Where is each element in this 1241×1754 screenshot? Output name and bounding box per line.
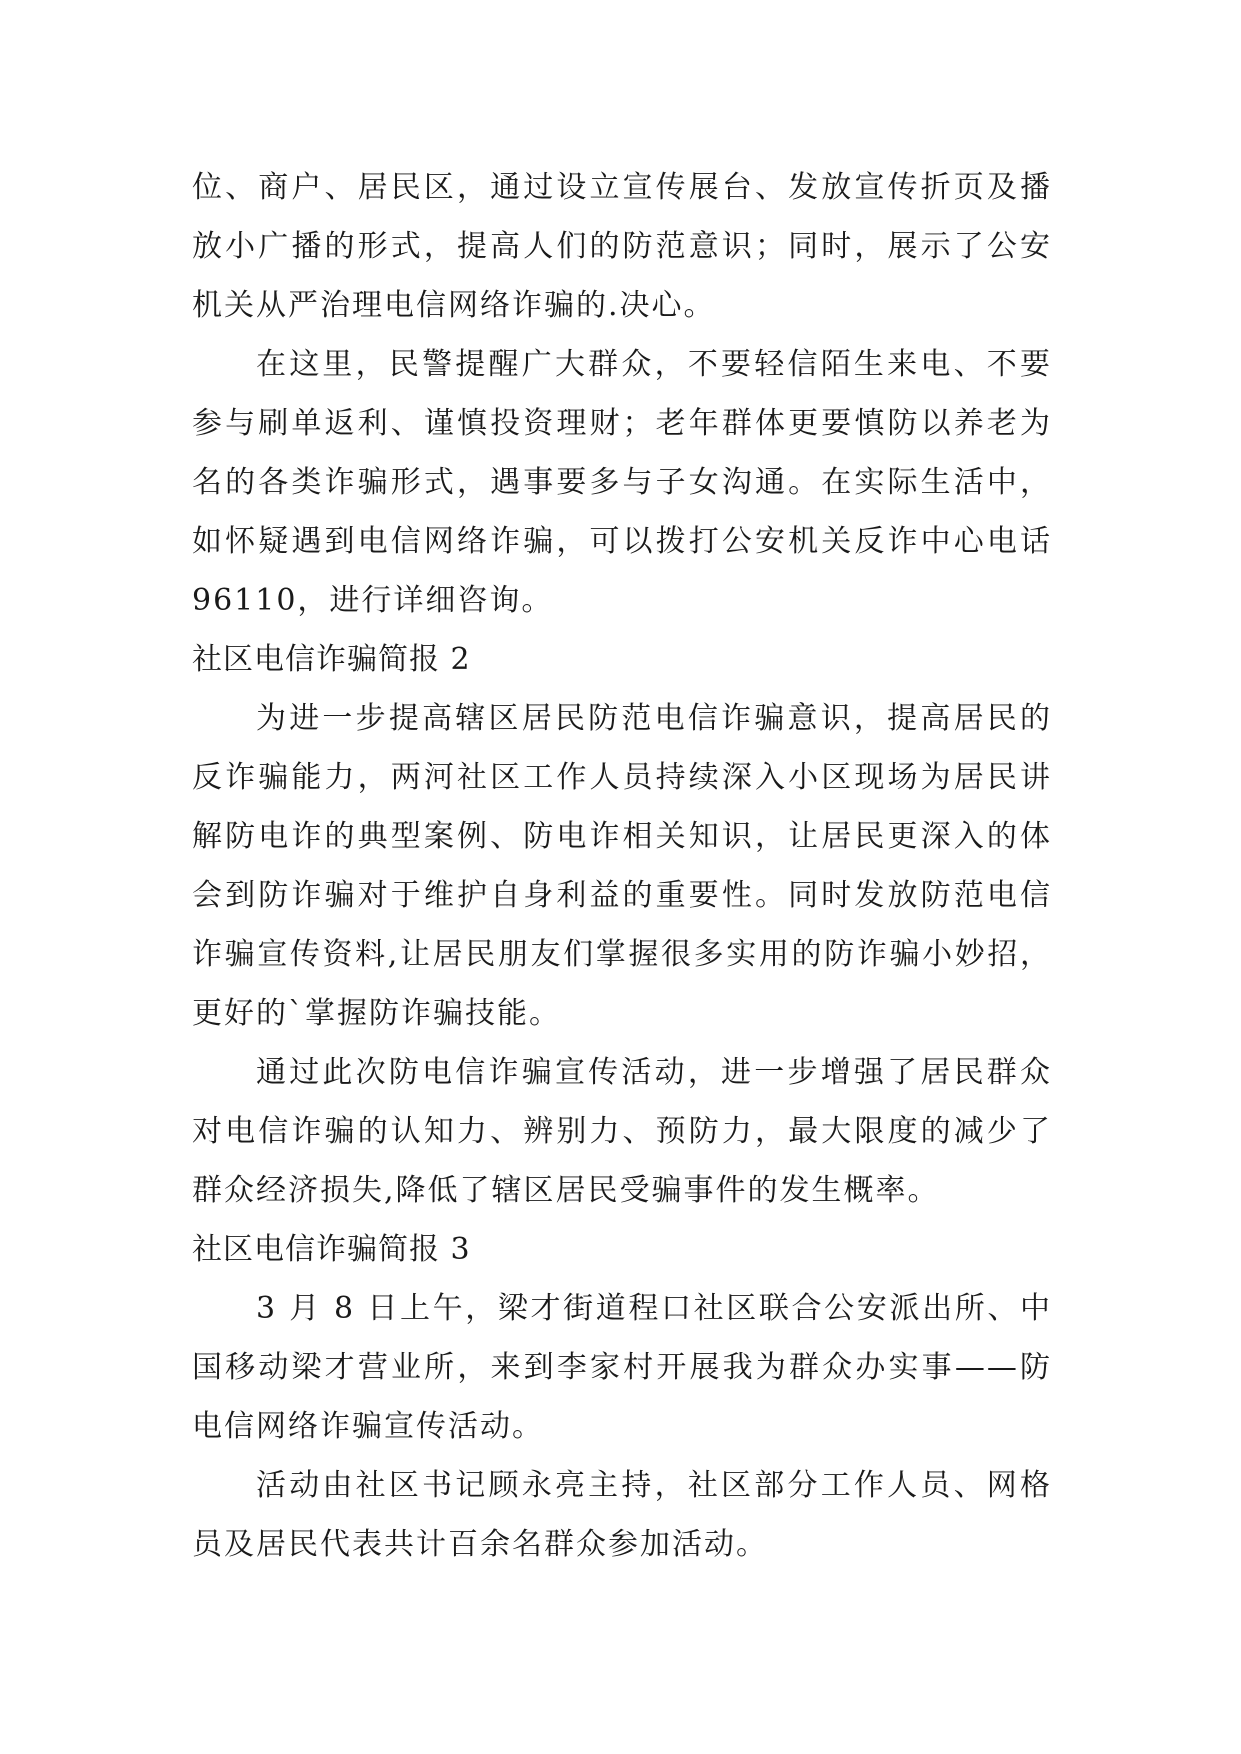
document-body	[192, 158, 1052, 1574]
paragraph-campaign-result: 通过此次防电信诈骗宣传活动，进一步增强了居民群众对电信诈骗的认知力、辨别力、预防力，最大限度的减少了群众经济损失,降低了辖区居民受骗事件的发生概率。	[192, 1055, 1052, 1208]
paragraph-police-reminder: 在这里，民警提醒广大群众，不要轻信陌生来电、不要参与刷单返利、谨慎投资理财；老年群体更要慎防以养老为名的各类诈骗形式，遇事要多与子女沟通。在实际生活中，如怀疑遇到电信网络诈骗，可以拨打公安机关反诈中心电话96110，进行详细咨询。	[192, 347, 1052, 618]
section-heading-briefing-3: 社区电信诈骗简报 3	[192, 1232, 471, 1267]
paragraph-publicity-methods: 位、商户、居民区，通过设立宣传展台、发放宣传折页及播放小广播的形式，提高人们的防范意识；同时，展示了公安机关从严治理电信网络诈骗的.决心。	[192, 170, 1052, 323]
paragraph-lianghe-community: 为进一步提高辖区居民防范电信诈骗意识，提高居民的反诈骗能力，两河社区工作人员持续深入小区现场为居民讲解防电诈的典型案例、防电诈相关知识，让居民更深入的体会到防诈骗对于维护自身利益的重要性。同时发放防范电信诈骗宣传资料,让居民朋友们掌握很多实用的防诈骗小妙招，更好的`掌握防诈骗技能。	[192, 701, 1052, 1031]
paragraph-event-host: 活动由社区书记顾永亮主持，社区部分工作人员、网格员及居民代表共计百余名群众参加活动。	[192, 1468, 1052, 1562]
section-heading-briefing-2: 社区电信诈骗简报 2	[192, 642, 471, 677]
paragraph-march-event: 3 月 8 日上午，梁才街道程口社区联合公安派出所、中国移动梁才营业所，来到李家村开展我为群众办实事——防电信网络诈骗宣传活动。	[192, 1291, 1052, 1444]
